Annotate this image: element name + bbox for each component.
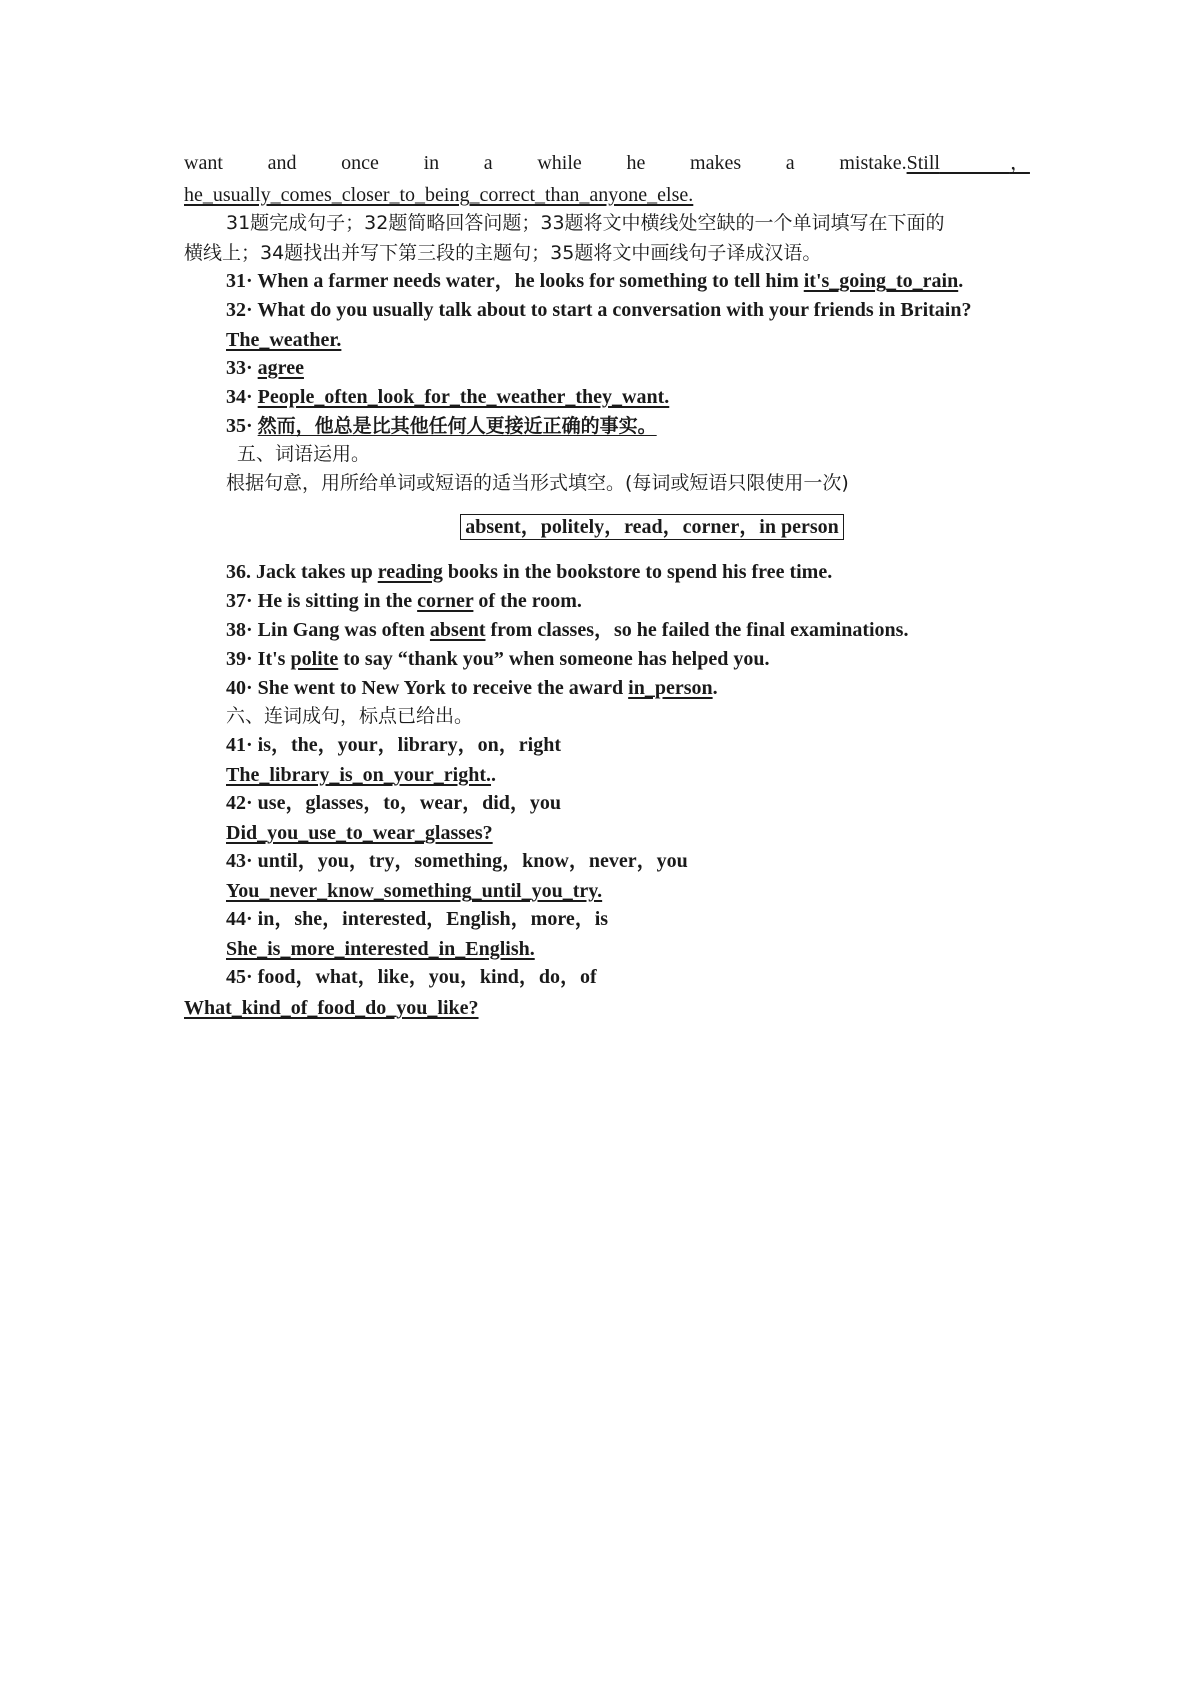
- question-44: [184, 907, 608, 931]
- question-text: of the room.: [473, 590, 582, 612]
- answer: in_person: [628, 677, 713, 699]
- question-35: [184, 414, 657, 438]
- question-text: It's: [257, 648, 291, 670]
- word-bank: [184, 514, 1075, 540]
- question-number: 31·: [226, 270, 253, 292]
- answer: it's_going_to_rain: [803, 270, 959, 292]
- question-43: [184, 849, 688, 873]
- question-36: [184, 560, 832, 584]
- question-number: 32·: [226, 299, 253, 321]
- passage-word: once: [341, 152, 379, 174]
- question-41: [184, 733, 561, 757]
- question-text: He is sitting in the: [257, 590, 418, 612]
- question-number: 39·: [226, 648, 253, 670]
- question-32: [184, 298, 971, 322]
- instruction-line-2: 横线上；34题找出并写下第三段的主题句；35题将文中画线句子译成汉语。: [184, 242, 822, 264]
- instruction-line-1: 31题完成句子；32题简略回答问题；33题将文中横线处空缺的一个单词填写在下面的: [226, 212, 945, 234]
- answer: 然而，他总是比其他任何人更接近正确的事实。: [257, 415, 657, 437]
- question-number: 37·: [226, 590, 253, 612]
- question-number: 41·: [226, 734, 253, 756]
- question-37: [184, 589, 582, 613]
- question-number: 40·: [226, 677, 253, 699]
- question-45: [184, 965, 597, 989]
- answer-42: Did_you_use_to_wear_glasses?: [226, 822, 493, 844]
- question-number: 36.: [226, 561, 251, 583]
- question-text: When a farmer needs water，he looks for something to tell him: [257, 270, 804, 292]
- section-5-instruction: 根据句意，用所给单词或短语的适当形式填空。(每词或短语只限使用一次): [226, 472, 849, 494]
- word-list: until，you，try，something，know，never，you: [257, 850, 688, 872]
- question-number: 35·: [226, 415, 253, 437]
- question-40: [184, 676, 718, 700]
- question-text: She went to New York to receive the award: [257, 677, 629, 699]
- question-31: [184, 269, 963, 293]
- question-33: [184, 356, 304, 380]
- answer: reading: [377, 561, 443, 583]
- question-number: 44·: [226, 908, 253, 930]
- question-38: [184, 618, 908, 642]
- word-list: is，the，your，library，on，right: [257, 734, 562, 756]
- question-text: to say “thank you” when someone has helped you.: [338, 648, 770, 670]
- passage-line-2: he_usually_comes_closer_to_being_correct_than_anyone_else.: [184, 184, 694, 206]
- passage-word: mistake.: [839, 152, 907, 174]
- passage-word: while: [537, 152, 582, 174]
- question-text: .: [712, 677, 718, 699]
- answer-44: She_is_more_interested_in_English.: [226, 938, 535, 960]
- word-list: in，she，interested，English，more，is: [257, 908, 609, 930]
- passage-word: a: [785, 152, 795, 174]
- underlined-word: Still: [906, 152, 940, 174]
- answer-41: [184, 763, 496, 787]
- answer: absent: [429, 619, 486, 641]
- answer: corner: [417, 590, 474, 612]
- question-text: books in the bookstore to spend his free time.: [442, 561, 833, 583]
- passage-word-group: [839, 151, 1030, 175]
- passage-word: in: [423, 152, 440, 174]
- question-text: Jack takes up: [251, 561, 378, 583]
- underlined-sentence-start: [907, 152, 1030, 174]
- question-39: [184, 647, 769, 671]
- answer: agree: [257, 357, 304, 379]
- word-list: food，what，like，you，kind，do，of: [257, 966, 597, 988]
- answer: People_often_look_for_the_weather_they_want.: [257, 386, 670, 408]
- answer: The_library_is_on_your_right.: [226, 764, 492, 786]
- question-34: [184, 385, 669, 409]
- question-text: Lin Gang was often: [257, 619, 430, 641]
- question-42: [184, 791, 561, 815]
- question-number: 34·: [226, 386, 253, 408]
- question-number: 38·: [226, 619, 253, 641]
- answer-43: You_never_know_something_until_you_try.: [226, 880, 603, 902]
- word-bank-box: absent，politely，read，corner，in person: [460, 514, 844, 540]
- section-6-title: 六、连词成句，标点已给出。: [226, 705, 474, 727]
- section-5-title: 五、词语运用。: [237, 443, 371, 465]
- passage-word: and: [267, 152, 297, 174]
- question-text: from classes，so he failed the final examinations.: [485, 619, 909, 641]
- answer: polite: [290, 648, 339, 670]
- passage-word: he: [626, 152, 646, 174]
- passage-word: a: [483, 152, 493, 174]
- passage-word: want: [184, 152, 223, 174]
- question-end: .: [958, 270, 964, 292]
- answer-45: What_kind_of_food_do_you_like?: [184, 997, 479, 1019]
- question-number: 45·: [226, 966, 253, 988]
- passage-word: makes: [690, 152, 742, 174]
- question-number: 33·: [226, 357, 253, 379]
- underlined-comma: ，: [1009, 152, 1030, 174]
- passage-line-1: [184, 151, 1030, 175]
- word-list: use，glasses，to，wear，did，you: [257, 792, 562, 814]
- question-text: What do you usually talk about to start a conversation with your friends in Britain?: [257, 299, 972, 321]
- question-number: 42·: [226, 792, 253, 814]
- answer-tail: .: [491, 764, 497, 786]
- question-number: 43·: [226, 850, 253, 872]
- answer-32: The_weather.: [226, 329, 342, 351]
